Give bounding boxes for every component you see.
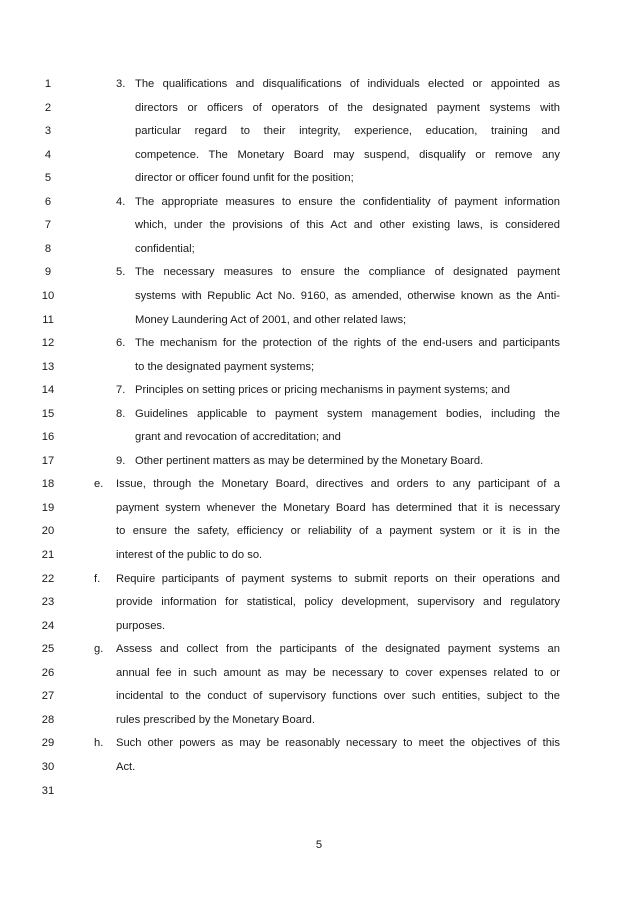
- document-line: [0, 619, 638, 643]
- document-line: [0, 642, 638, 666]
- line-text: Such other powers as may be reasonably necessary to meet the objectives of this: [116, 737, 560, 750]
- line-number: 31: [41, 784, 55, 797]
- line-number: 11: [42, 313, 54, 326]
- document-line: [0, 242, 638, 266]
- line-text: competence. The Monetary Board may suspend, disqualify or remove any: [135, 148, 560, 161]
- document-line: [0, 77, 638, 101]
- line-number: 24: [41, 619, 55, 632]
- line-text: Guidelines applicable to payment system management bodies, including the: [135, 407, 560, 420]
- line-number: 7: [44, 219, 52, 232]
- line-text: The appropriate measures to ensure the confidentiality of payment information: [135, 195, 560, 208]
- document-line: [0, 101, 638, 125]
- line-number: 29: [41, 737, 55, 750]
- line-number: 17: [41, 454, 55, 467]
- line-number: 5: [44, 172, 52, 185]
- document-line: [0, 572, 638, 596]
- line-text: Issue, through the Monetary Board, directives and orders to any participant of a: [116, 478, 560, 491]
- line-number: 19: [41, 501, 55, 514]
- line-text: to the designated payment systems;: [135, 360, 315, 373]
- line-text: Require participants of payment systems to submit reports on their operations and: [116, 572, 560, 585]
- line-text: rules prescribed by the Monetary Board.: [116, 713, 315, 726]
- line-number: 30: [41, 760, 55, 773]
- list-marker: 9.: [116, 454, 126, 467]
- line-text: Other pertinent matters as may be determined by the Monetary Board.: [135, 454, 484, 467]
- document-line: [0, 148, 638, 172]
- line-number: 1: [44, 78, 52, 90]
- line-number: 28: [41, 713, 55, 726]
- line-text: confidential;: [135, 242, 195, 255]
- document-line: [0, 195, 638, 219]
- document-line: [0, 501, 638, 525]
- line-text: provide information for statistical, policy development, supervisory and regulatory: [116, 596, 560, 609]
- line-text: Principles on setting prices or pricing mechanisms in payment systems; and: [135, 384, 510, 397]
- list-marker: 7.: [116, 384, 126, 397]
- line-number: 8: [44, 242, 52, 255]
- document-line: [0, 218, 638, 242]
- document-line: [0, 477, 638, 501]
- list-marker: 6.: [116, 337, 126, 350]
- line-number: 21: [41, 549, 55, 561]
- line-number: 2: [44, 101, 52, 114]
- line-text: which, under the provisions of this Act and other existing laws, is considered: [135, 219, 560, 232]
- line-number: 4: [44, 148, 52, 161]
- line-number: 27: [41, 690, 55, 703]
- line-number: 14: [41, 384, 55, 397]
- document-line: [0, 524, 638, 548]
- line-text: systems with Republic Act No. 9160, as amended, otherwise known as the Anti-: [135, 289, 560, 302]
- line-text: grant and revocation of accreditation; and: [135, 431, 341, 444]
- line-number: 26: [41, 666, 55, 679]
- line-text: directors or officers of operators of the designated payment systems with: [135, 101, 560, 114]
- document-line: [0, 689, 638, 713]
- line-number: 18: [41, 478, 55, 491]
- line-text: The necessary measures to ensure the compliance of designated payment: [135, 266, 560, 279]
- line-number: 10: [41, 289, 55, 302]
- document-line: [0, 666, 638, 690]
- line-number: 6: [44, 195, 52, 208]
- line-number: 3: [44, 125, 52, 138]
- list-marker: 3.: [116, 78, 126, 90]
- list-marker: 8.: [116, 407, 126, 420]
- line-number: 16: [41, 431, 55, 444]
- document-line: [0, 336, 638, 360]
- line-text: interest of the public to do so.: [116, 549, 263, 561]
- document-line: [0, 124, 638, 148]
- document-line: [0, 784, 638, 808]
- line-number: 13: [41, 360, 55, 373]
- document-line: [0, 383, 638, 407]
- line-text: particular regard to their integrity, experience, education, training and: [135, 125, 560, 138]
- document-line: [0, 713, 638, 737]
- list-marker: 5.: [116, 266, 126, 279]
- line-number: 25: [41, 643, 55, 656]
- line-number: 22: [41, 572, 55, 585]
- line-number: 23: [41, 596, 55, 609]
- line-text: The qualifications and disqualifications of individuals elected or appointed as: [135, 78, 560, 90]
- document-line: [0, 595, 638, 619]
- document-line: [0, 313, 638, 337]
- line-text: payment system whenever the Monetary Board has determined that it is necessary: [116, 501, 560, 514]
- list-marker: f.: [94, 572, 101, 585]
- list-marker: h.: [94, 737, 104, 750]
- document-line: [0, 171, 638, 195]
- document-line: [0, 265, 638, 289]
- line-text: The mechanism for the protection of the rights of the end-users and participants: [135, 337, 560, 350]
- document-line: [0, 548, 638, 572]
- document-line: [0, 289, 638, 313]
- document-line: [0, 430, 638, 454]
- document-line: [0, 407, 638, 431]
- document-line: [0, 736, 638, 760]
- list-marker: 4.: [116, 195, 126, 208]
- line-text: Assess and collect from the participants of the designated payment systems an: [116, 643, 560, 656]
- line-number: 12: [41, 337, 55, 350]
- line-text: purposes.: [116, 619, 166, 632]
- line-number: 20: [41, 525, 55, 538]
- list-marker: g.: [94, 643, 104, 656]
- line-text: to ensure the safety, efficiency or reliability of a payment system or it is in the: [116, 525, 560, 538]
- line-text: Act.: [116, 760, 136, 773]
- document-line: [0, 760, 638, 784]
- list-marker: e.: [94, 478, 104, 491]
- line-text: director or officer found unfit for the position;: [135, 172, 354, 185]
- line-text: incidental to the conduct of supervisory functions over such entities, subject to the: [116, 690, 560, 703]
- line-number: 9: [44, 266, 52, 279]
- line-text: annual fee in such amount as may be necessary to cover expenses related to or: [116, 666, 560, 679]
- document-line: [0, 454, 638, 478]
- document-line: [0, 360, 638, 384]
- page-number: 5: [315, 839, 323, 851]
- line-number: 15: [41, 407, 55, 420]
- line-text: Money Laundering Act of 2001, and other related laws;: [135, 313, 407, 326]
